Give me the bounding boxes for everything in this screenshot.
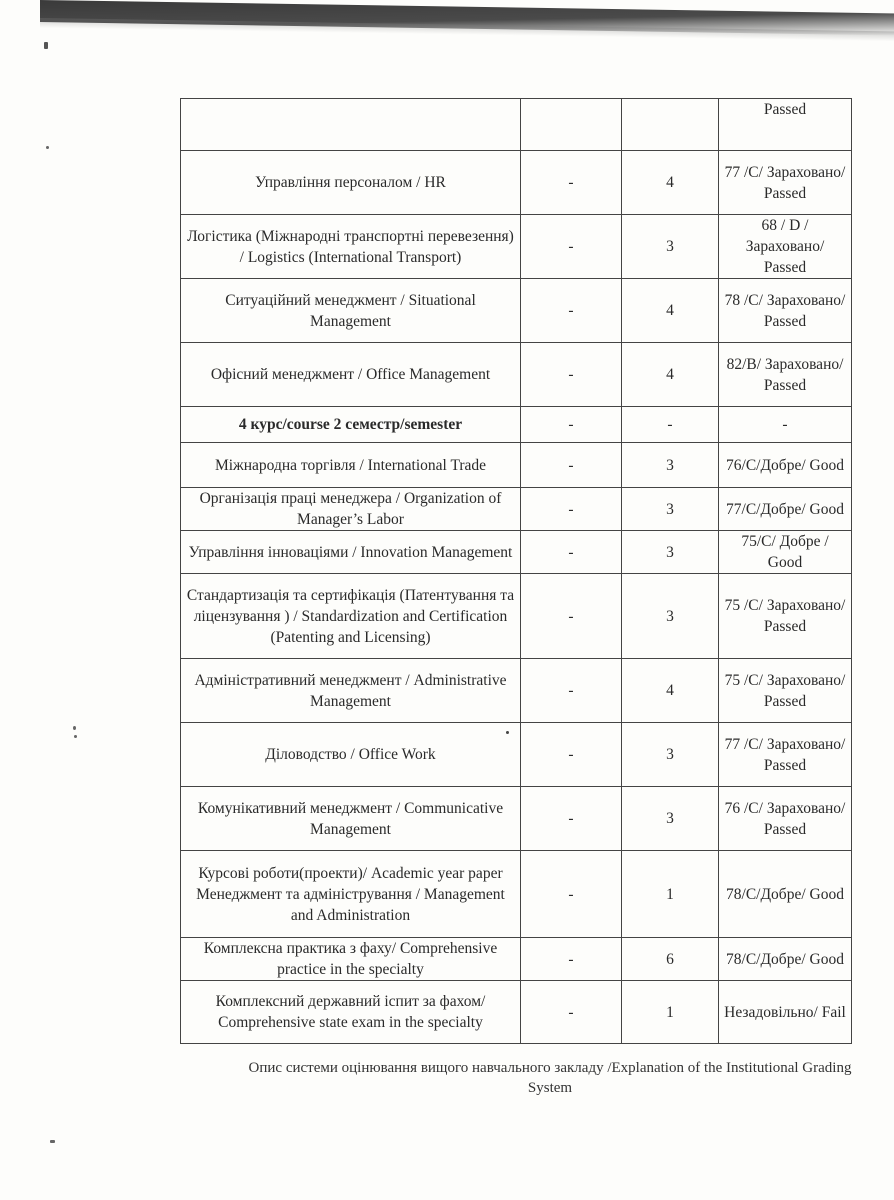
subject-cell: Ситуаційний менеджмент / Situational Management	[181, 279, 521, 343]
dash-cell: -	[521, 574, 622, 659]
dash-cell: -	[521, 443, 622, 488]
grade-cell: 76 /C/ Зараховано/ Passed	[719, 787, 852, 851]
table-row	[181, 981, 852, 1044]
credits-cell: 4	[622, 343, 719, 407]
credits-cell: 6	[622, 938, 719, 981]
subject-cell: Комплексна практика з фаху/ Comprehensive practice in the specialty	[181, 938, 521, 981]
dash-cell: -	[521, 151, 622, 215]
dash-cell: -	[521, 787, 622, 851]
subject-cell	[181, 99, 521, 151]
grade-cell: 76/C/Добре/ Good	[719, 443, 852, 488]
grade-cell: 82/B/ Зараховано/ Passed	[719, 343, 852, 407]
credits-cell: 1	[622, 851, 719, 938]
table-row	[181, 215, 852, 279]
subject-cell: Комплексний державний іспит за фахом/ Comprehensive state exam in the specialty	[181, 981, 521, 1044]
grade-cell: 78/C/Добре/ Good	[719, 938, 852, 981]
table-row	[181, 407, 852, 443]
subject-cell: Офісний менеджмент / Office Management	[181, 343, 521, 407]
credits-cell: 4	[622, 659, 719, 723]
credits-cell: 1	[622, 981, 719, 1044]
grade-cell: 75/C/ Добре / Good	[719, 531, 852, 574]
table-row	[181, 488, 852, 531]
grades-table-container	[180, 98, 851, 1044]
table-row	[181, 343, 852, 407]
credits-cell: 3	[622, 723, 719, 787]
credits-cell: -	[622, 407, 719, 443]
subject-cell: Стандартизація та сертифікація (Патентування та ліцензування ) / Standardization and Certification (Patenting and Licensing)	[181, 574, 521, 659]
grading-system-caption: Опис системи оцінювання вищого навчального закладу /Explanation of the Institutional Grading System	[248, 1060, 852, 1096]
dash-cell	[521, 99, 622, 151]
dash-cell: -	[521, 215, 622, 279]
dash-cell: -	[521, 851, 622, 938]
credits-cell	[622, 99, 719, 151]
scan-speck	[73, 726, 76, 730]
grade-cell: 77 /C/ Зараховано/ Passed	[719, 723, 852, 787]
subject-cell: Міжнародна торгівля / International Trade	[181, 443, 521, 488]
credits-cell: 3	[622, 531, 719, 574]
grade-cell: 78/C/Добре/ Good	[719, 851, 852, 938]
table-row	[181, 851, 852, 938]
grade-cell: 68 / D / Зараховано/ Passed	[719, 215, 852, 279]
dash-cell: -	[521, 343, 622, 407]
subject-cell: Управління персоналом / HR	[181, 151, 521, 215]
dash-cell: -	[521, 723, 622, 787]
subject-cell: Комунікативний менеджмент / Communicative Management	[181, 787, 521, 851]
subject-cell: Курсові роботи(проекти)/ Academic year paper Менеджмент та адміністрування / Management and Administration	[181, 851, 521, 938]
credits-cell: 3	[622, 787, 719, 851]
subject-cell: Логістика (Міжнародні транспортні перевезення) / Logistics (International Transport)	[181, 215, 521, 279]
dash-cell: -	[521, 279, 622, 343]
dash-cell: -	[521, 407, 622, 443]
grade-cell: 75 /C/ Зараховано/ Passed	[719, 574, 852, 659]
grades-table	[180, 98, 852, 1044]
scan-speck	[74, 735, 77, 738]
grades-table-body	[181, 99, 852, 1044]
table-row	[181, 723, 852, 787]
subject-cell: Організація праці менеджера / Organization of Manager’s Labor	[181, 488, 521, 531]
credits-cell: 3	[622, 443, 719, 488]
dash-cell: -	[521, 981, 622, 1044]
grade-cell: 75 /C/ Зараховано/ Passed	[719, 659, 852, 723]
credits-cell: 3	[622, 215, 719, 279]
table-row	[181, 443, 852, 488]
table-row	[181, 279, 852, 343]
subject-cell: 4 курс/course 2 семестр/semester	[181, 407, 521, 443]
credits-cell: 3	[622, 488, 719, 531]
dash-cell: -	[521, 659, 622, 723]
table-row	[181, 659, 852, 723]
grade-cell: Passed	[719, 99, 852, 151]
subject-cell: Управління інноваціями / Innovation Management	[181, 531, 521, 574]
scan-speck	[46, 146, 49, 149]
credits-cell: 4	[622, 279, 719, 343]
dash-cell: -	[521, 531, 622, 574]
subject-cell: Діловодство / Office Work	[181, 723, 521, 787]
grade-cell: 77/C/Добре/ Good	[719, 488, 852, 531]
scan-speck	[50, 1140, 55, 1143]
dash-cell: -	[521, 938, 622, 981]
table-row	[181, 938, 852, 981]
credits-cell: 4	[622, 151, 719, 215]
table-row	[181, 787, 852, 851]
dash-cell: -	[521, 488, 622, 531]
grade-cell: -	[719, 407, 852, 443]
table-row	[181, 151, 852, 215]
table-row	[181, 574, 852, 659]
table-row	[181, 99, 852, 151]
table-row	[181, 531, 852, 574]
grade-cell: Незадовільно/ Fail	[719, 981, 852, 1044]
scan-speck	[44, 42, 48, 49]
subject-cell: Адміністративний менеджмент / Administrative Management	[181, 659, 521, 723]
credits-cell: 3	[622, 574, 719, 659]
grade-cell: 77 /C/ Зараховано/ Passed	[719, 151, 852, 215]
grade-cell: 78 /C/ Зараховано/ Passed	[719, 279, 852, 343]
